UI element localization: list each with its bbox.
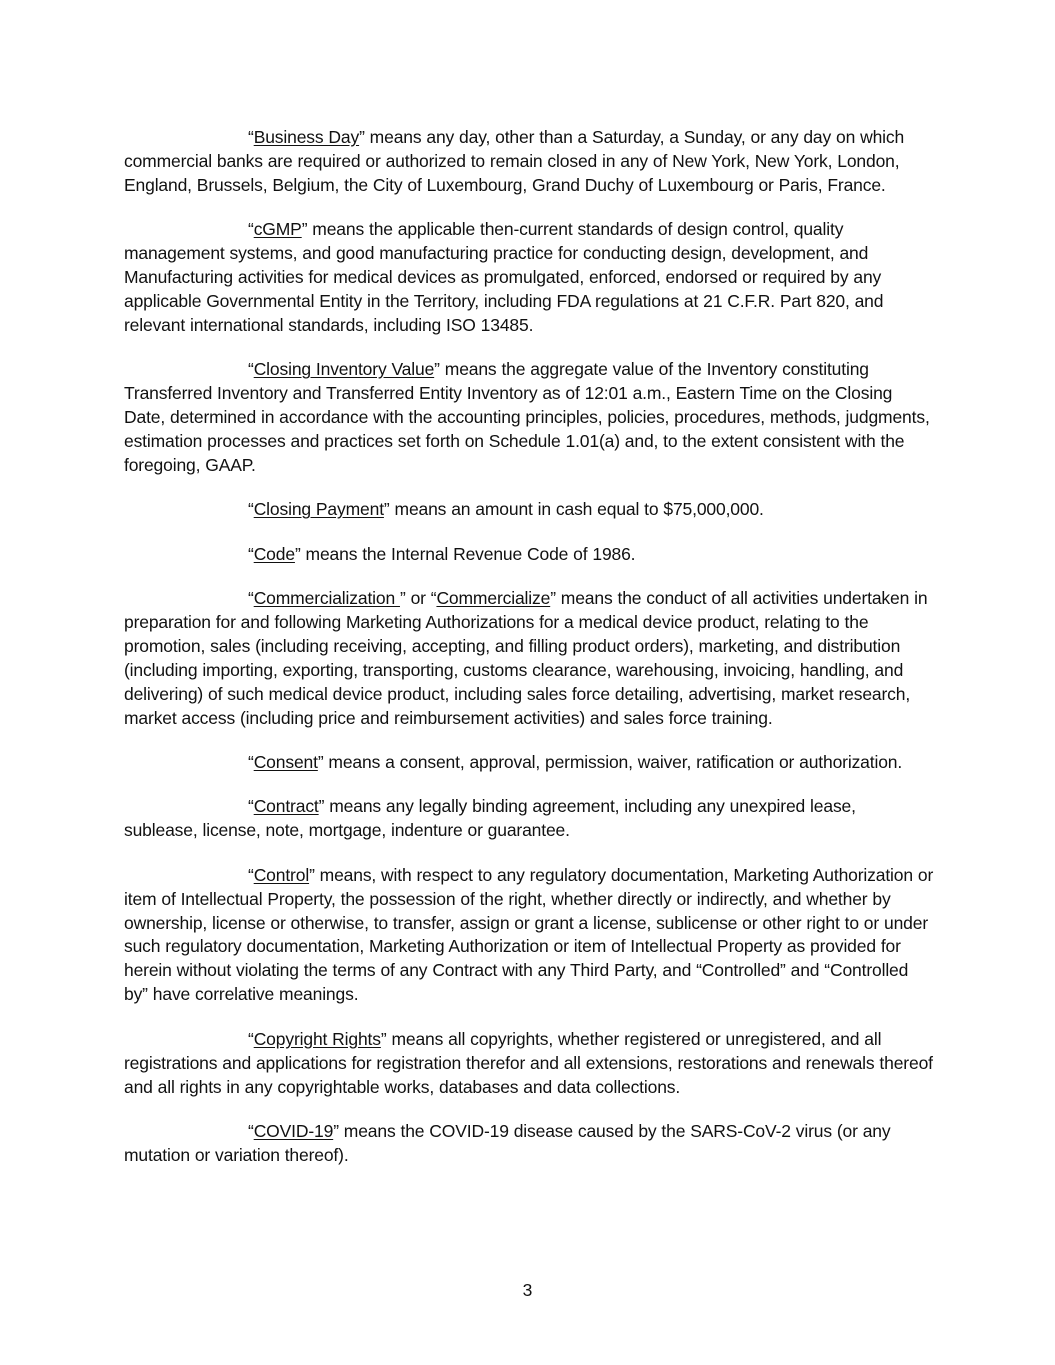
definition-closing-payment <box>124 498 934 522</box>
definition-text: ” means the conduct of all activities undertaken in preparation for and following Marketing Authorizations for a medical device product, relating to the promotion, sales (including receiving, accepting, and filling product orders), marketing, and distribution (including importing, exporting, transporting, customs clearance, warehousing, invoicing, handling, and delivering) of such medical device product, including sales force detailing, advertising, market research, market access (including price and reimbursement activities) and sales force training. <box>124 588 928 728</box>
definition-contract <box>124 795 934 843</box>
open-quote: “ <box>248 796 254 817</box>
term-separator: ” or “ <box>399 588 437 609</box>
definition-text: ” means the Internal Revenue Code of 1986. <box>294 543 636 564</box>
definition-text: ” means all copyrights, whether registered or unregistered, and all registrations and applications for registration therefor and all extensions, restorations and renewals thereof and all rights in any copyrightable works, databases and data collections. <box>124 1028 933 1097</box>
definition-text: ” means a consent, approval, permission, waiver, ratification or authorization. <box>317 752 903 773</box>
open-quote: “ <box>248 359 254 380</box>
definition-code <box>124 543 934 567</box>
definition-text: ” means the COVID-19 disease caused by the SARS-CoV-2 virus (or any mutation or variation thereof). <box>124 1120 891 1165</box>
open-quote: “ <box>248 1120 254 1141</box>
defined-term: COVID-19 <box>253 1120 334 1141</box>
open-quote: “ <box>248 588 254 609</box>
defined-term-alt: Commercialize <box>436 588 551 609</box>
definition-text: ” means an amount in cash equal to $75,000,000. <box>383 499 764 520</box>
definition-copyright-rights <box>124 1028 934 1100</box>
defined-term: Commercialization <box>253 588 400 609</box>
defined-term: cGMP <box>253 219 302 240</box>
definition-consent <box>124 751 934 775</box>
open-quote: “ <box>248 752 254 773</box>
definition-text: ” means the aggregate value of the Inventory constituting Transferred Inventory and Transferred Entity Inventory as of 12:01 a.m., Eastern Time on the Closing Date, determined in accordance with the accounting principles, policies, procedures, methods, judgments, estimation processes and practices set forth on Schedule 1.01(a) and, to the extent consistent with the foregoing, GAAP. <box>124 359 930 475</box>
definition-text: ” means the applicable then-current standards of design control, quality management systems, and good manufacturing practice for conducting design, development, and Manufacturing activities for medical devices as promulgated, enforced, endorsed or required by any applicable Governmental Entity in the Territory, including FDA regulations at 21 C.F.R. Part 820, and relevant international standards, including ISO 13485. <box>124 219 884 335</box>
open-quote: “ <box>248 127 254 147</box>
open-quote: “ <box>248 543 254 564</box>
definition-text: ” means any day, other than a Saturday, a Sunday, or any day on which commercial banks are required or authorized to remain closed in any of New York, New York, London, England, Brussels, Belgium, the City of Luxembourg, Grand Duchy of Luxembourg or Paris, France. <box>124 127 905 195</box>
definition-commercialization <box>124 587 934 730</box>
defined-term: Control <box>253 864 310 885</box>
defined-term: Consent <box>253 752 318 773</box>
defined-term: Closing Inventory Value <box>253 359 435 380</box>
defined-term: Closing Payment <box>253 499 384 520</box>
definition-closing-inventory-value <box>124 358 934 478</box>
open-quote: “ <box>248 864 254 885</box>
defined-term: Copyright Rights <box>253 1028 381 1049</box>
definition-cgmp <box>124 218 934 338</box>
definition-text: ” means any legally binding agreement, including any unexpired lease, sublease, license, note, mortgage, indenture or guarantee. <box>124 796 856 841</box>
open-quote: “ <box>248 499 254 520</box>
page-number: 3 <box>522 1280 533 1300</box>
definition-covid-19 <box>124 1120 934 1168</box>
definition-control <box>124 864 934 1007</box>
open-quote: “ <box>248 1028 254 1049</box>
defined-term: Code <box>253 543 295 564</box>
open-quote: “ <box>248 219 254 240</box>
definition-business-day <box>124 126 934 198</box>
defined-term: Business Day <box>253 127 360 147</box>
defined-term: Contract <box>253 796 319 817</box>
document-page <box>124 126 934 1188</box>
definition-text: ” means, with respect to any regulatory documentation, Marketing Authorization or item of Intellectual Property, the possession of the right, whether directly or indirectly, and whether by ownership, license or otherwise, to transfer, assign or grant a license, sublicense or other right to or under such regulatory documentation, Marketing Authorization or item of Intellectual Property as provided for herein without violating the terms of any Contract with any Third Party, and “Controlled” and “Controlled by” have correlative meanings. <box>124 864 934 1005</box>
